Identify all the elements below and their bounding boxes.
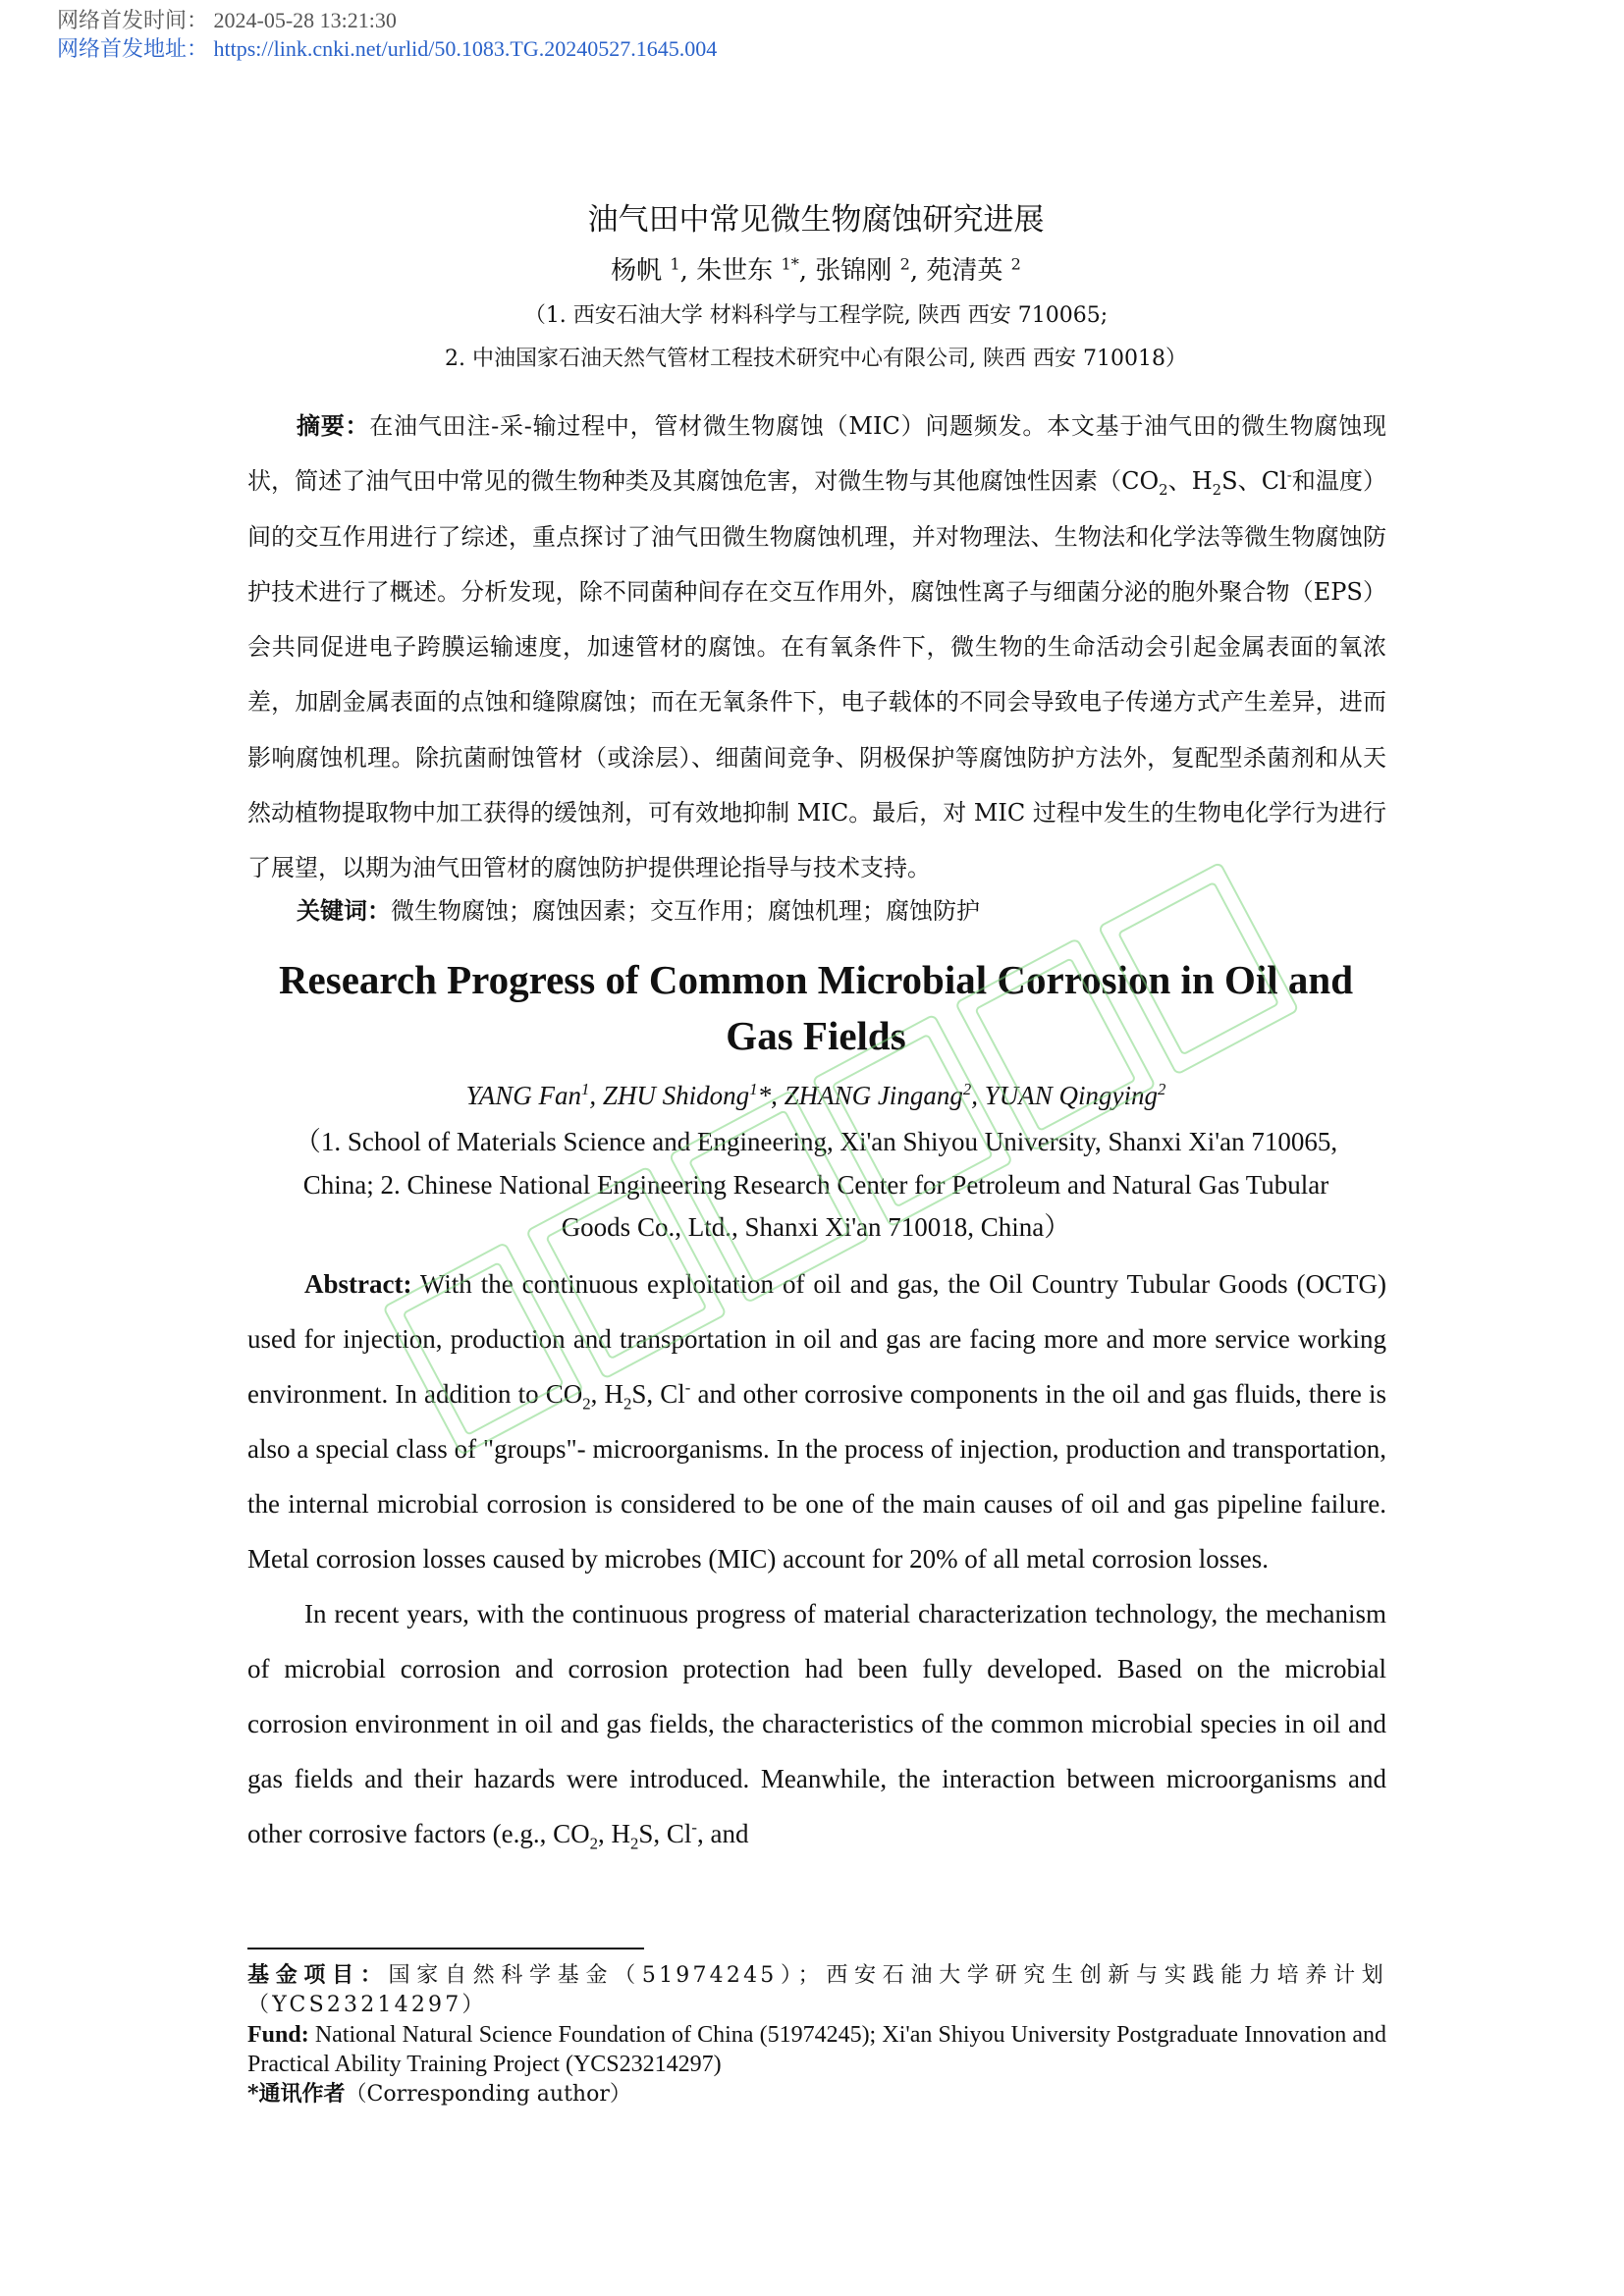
en-abstract-paragraph-1: Abstract: With the continuous exploitation of oil and gas, the Oil Country Tubular Goods (OCTG) used for injection, production and transportation in oil and gas are facing more and more service working environment. In addition to $CO_2$, $H_2S$, Cl- and other corrosive components in the oil and gas fluids, there is also a special class of "groups"- microorganisms. In the process of injection, production and transportation, the internal microbial corrosion is considered to be one of the main causes of oil and gas pipeline failure. Metal corrosion losses caused by microbes (MIC) account for 20% of all metal corrosion losses. (247, 1269, 1387, 1574)
en-authors (245, 1078, 1386, 1113)
en-abstract-paragraph-2: In recent years, with the continuous progress of material characterization technology, the mechanism of microbial corrosion and corrosion protection had been fully developed. Based on the microbial corrosion environment in oil and gas fields, the characteristics of the common microbial species in oil and gas fields and their hazards were introduced. Meanwhile, the interaction between microorganisms and other corrosive factors (e.g., $CO_2$, $H_2S$, Cl-, and (247, 1599, 1386, 1853)
en-affiliation: （1. School of Materials Science and Engineering, Xi'an Shiyou University, Shanxi Xi'an 710065, China; 2. Chinese National Engineering Research Center for Petroleum and Natural Gas Tubular Goods Co., Ltd., Shanxi Xi'an 710018, China） (294, 1127, 1338, 1242)
zh-author: 杨帆 $^1$, (611, 254, 697, 286)
fund-en: Fund: National Natural Science Foundation of China (51974245); Xi'an Shiyou University Postgraduate Innovation and Practical Ability Training Project (YCS23214297) (247, 2022, 1386, 2077)
zh-author: 朱世东 $^{1*}$, (696, 254, 816, 286)
en-author: ZHANG Jingang$^2$, (784, 1080, 985, 1110)
corresponding-author-note: *通讯作者（Corresponding author） (247, 2081, 631, 2107)
zh-keywords-label: 关键词： (297, 896, 391, 925)
en-paper-title: Research Progress of Common Microbial Corrosion in Oil and Gas Fields (278, 957, 1354, 1058)
fund-zh: 基金项目：国家自然科学基金（51974245）；西安石油大学研究生创新与实践能力培养计划（YCS23214297） (247, 1962, 1386, 2017)
zh-abstract: 摘要：在油气田注-采-输过程中，管材微生物腐蚀（MIC）问题频发。本文基于油气田的微生物腐蚀现状，简述了油气田中常见的微生物种类及其腐蚀危害，对微生物与其他腐蚀性因素（$CO_2$、$H_2S$、Cl-和温度）间的交互作用进行了综述，重点探讨了油气田微生物腐蚀机理，并对物理法、生物法和化学法等微生物腐蚀防护技术进行了概述。分析发现，除不同菌种间存在交互作用外，腐蚀性离子与细菌分泌的胞外聚合物（EPS）会共同促进电子跨膜运输速度，加速管材的腐蚀。在有氧条件下，微生物的生命活动会引起金属表面的氧浓差，加剧金属表面的点蚀和缝隙腐蚀；而在无氧条件下，电子载体的不同会导致电子传递方式产生差异，进而影响腐蚀机理。除抗菌耐蚀管材（或涂层）、细菌间竞争、阴极保护等腐蚀防护方法外，复配型杀菌剂和从天然动植物提取物中加工获得的缓蚀剂，可有效地抑制 MIC。最后，对 MIC 过程中发生的生物电化学行为进行了展望，以期为油气田管材的腐蚀防护提供理论指导与技术支持。 (247, 411, 1387, 882)
footnote-divider (247, 1948, 644, 1949)
publication-header (57, 6, 717, 63)
en-abstract (247, 1256, 1386, 1861)
zh-keywords (297, 891, 980, 931)
zh-affiliation-1: （1. 西安石油大学 材料科学与工程学院, 陕西 西安 710065; (523, 303, 1109, 328)
en-author: ZHU Shidong$^1$*, (602, 1080, 785, 1110)
zh-keywords-list: 微生物腐蚀；腐蚀因素；交互作用；腐蚀机理；腐蚀防护 (391, 897, 980, 925)
zh-paper-title: 油气田中常见微生物腐蚀研究进展 (587, 202, 1045, 238)
publish-time: 网络首发时间： 2024-05-28 13:21:30 (57, 8, 397, 32)
zh-author: 苑清英 $^2$ (926, 254, 1021, 286)
zh-author: 张锦刚 $^2$, (815, 254, 927, 286)
footnotes (247, 1960, 1386, 2109)
zh-abstract-label: 摘要： (297, 411, 370, 440)
zh-authors (245, 253, 1386, 289)
en-author: YUAN Qingying$^2$ (984, 1080, 1166, 1110)
en-author: YANG Fan$^1$, (465, 1080, 603, 1110)
zh-affiliation-2: 2. 中油国家石油天然气管材工程技术研究中心有限公司, 陕西 西安 710018） (445, 347, 1187, 371)
publish-url-link[interactable]: 网络首发地址： https://link.cnki.net/urlid/50.1083.TG.20240527.1645.004 (57, 36, 718, 61)
en-abstract-label: Abstract: (304, 1269, 412, 1299)
